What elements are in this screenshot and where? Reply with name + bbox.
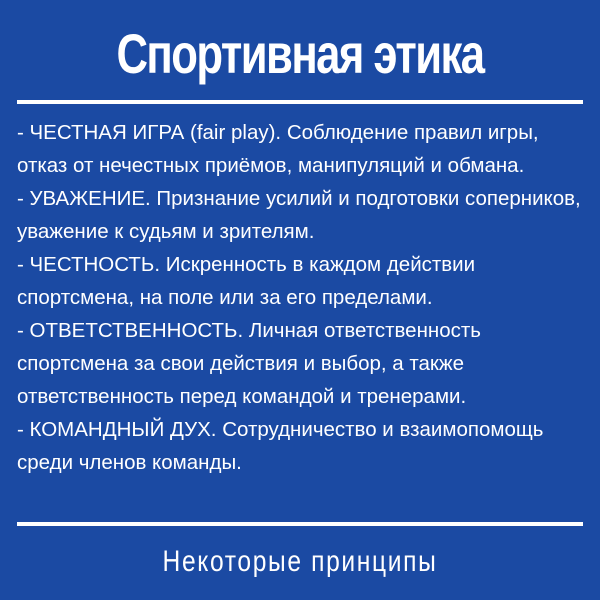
principle-honesty: - ЧЕСТНОСТЬ. Искренность в каждом действии спортсмена, на поле или за его пределами. [17,253,476,309]
page-title: Спортивная этика [116,22,484,85]
principles-list [17,116,583,479]
top-divider [17,100,583,104]
principle-respect: - УВАЖЕНИЕ. Признание усилий и подготовки соперников, уважение к судьям и зрителям. [17,187,581,243]
principle-responsibility: - ОТВЕТСТВЕННОСТЬ. Личная ответственность спортсмена за свои действия и выбор, а также ответственность перед командой и тренерами. [17,319,481,408]
subtitle: Некоторые принципы [162,545,438,578]
principle-fair-play: - ЧЕСТНАЯ ИГРА (fair play). Соблюдение правил игры, отказ от нечестных приёмов, манипуляций и обмана. [17,121,539,177]
principle-team-spirit: - КОМАНДНЫЙ ДУХ. Сотрудничество и взаимопомощь среди членов команды. [17,418,544,474]
bottom-divider [17,522,583,526]
